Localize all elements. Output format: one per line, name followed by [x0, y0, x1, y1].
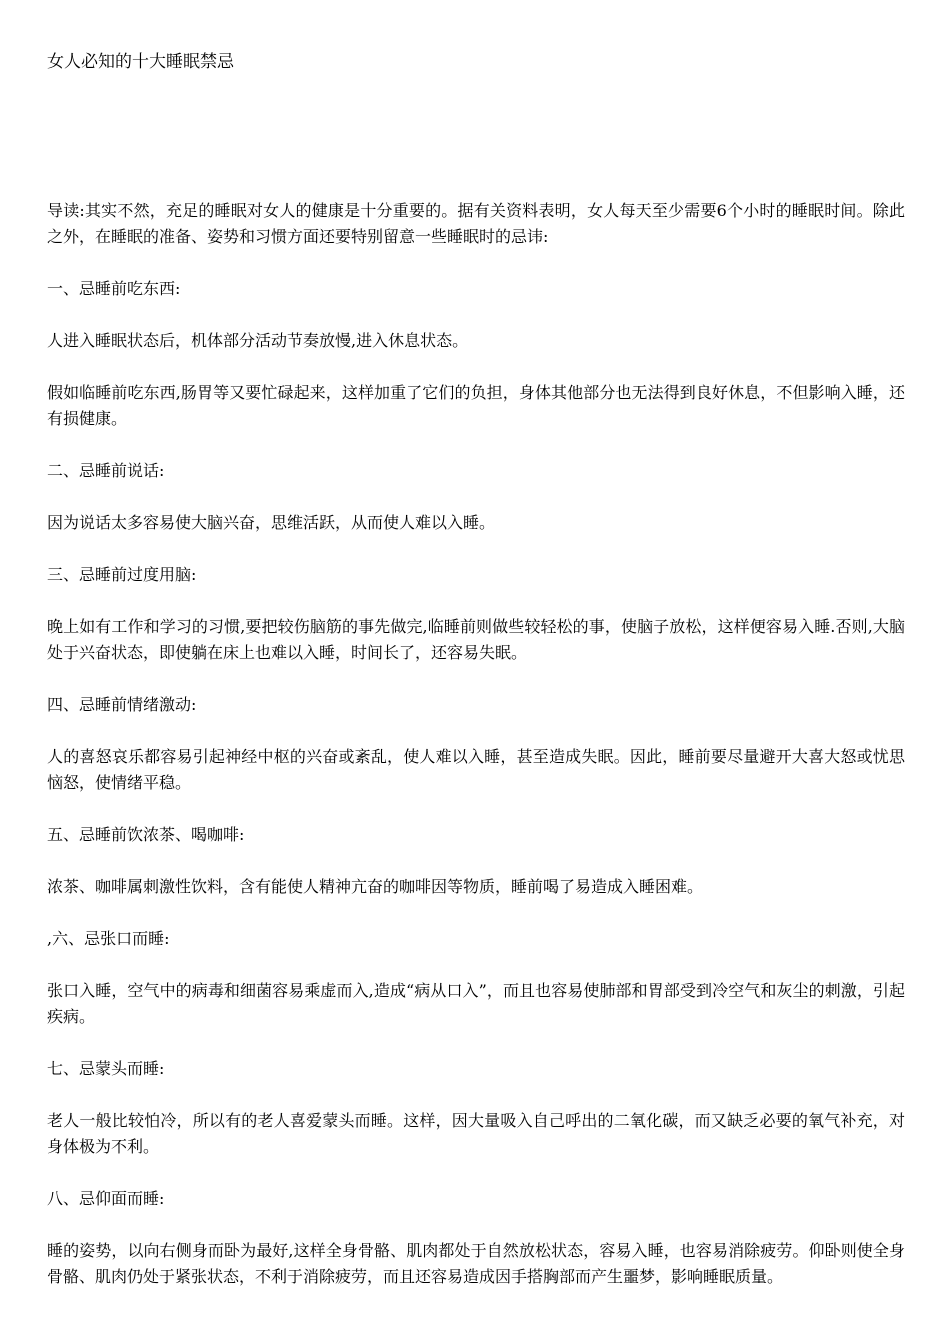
document-body	[47, 198, 905, 1316]
paragraph: 浓茶、咖啡属刺激性饮料，含有能使人精神亢奋的咖啡因等物质，睡前喝了易造成入睡困难。	[47, 877, 704, 896]
paragraph: 人的喜怒哀乐都容易引起神经中枢的兴奋或紊乱，使人难以入睡，甚至造成失眠。因此，睡前要尽量避开大喜大怒或忧思恼怒，使情绪平稳。	[47, 747, 905, 792]
section-heading-5: 五、忌睡前饮浓茶、喝咖啡:	[47, 825, 245, 844]
section-heading-4: 四、忌睡前情绪激动:	[47, 695, 197, 714]
section-heading-8: 八、忌仰面而睡:	[47, 1189, 165, 1208]
paragraph: 张口入睡，空气中的病毒和细菌容易乘虚而入,造成“病从口入”，而且也容易使肺部和胃部受到冷空气和灰尘的刺激，引起疾病。	[47, 981, 905, 1026]
section-heading-1: 一、忌睡前吃东西:	[47, 279, 181, 298]
paragraph: 睡的姿势，以向右侧身而卧为最好,这样全身骨骼、肌肉都处于自然放松状态，容易入睡，也容易消除疲劳。仰卧则使全身骨骼、肌肉仍处于紧张状态，不利于消除疲劳，而且还容易造成因手搭胸部而产生噩梦，影响睡眠质量。	[47, 1241, 905, 1286]
section-heading-3: 三、忌睡前过度用脑:	[47, 565, 197, 584]
section-heading-2: 二、忌睡前说话:	[47, 461, 165, 480]
paragraph: 老人一般比较怕冷，所以有的老人喜爱蒙头而睡。这样，因大量吸入自己呼出的二氧化碳，而又缺乏必要的氧气补充，对身体极为不利。	[47, 1111, 905, 1156]
section-heading-6: ,六、忌张口而睡:	[47, 929, 170, 948]
paragraph: 人进入睡眠状态后，机体部分活动节奏放慢,进入休息状态。	[47, 331, 469, 350]
section-heading-7: 七、忌蒙头而睡:	[47, 1059, 165, 1078]
document-title: 女人必知的十大睡眠禁忌	[47, 52, 234, 72]
paragraph: 假如临睡前吃东西,肠胃等又要忙碌起来，这样加重了它们的负担，身体其他部分也无法得到良好休息，不但影响入睡，还有损健康。	[47, 383, 905, 428]
paragraph-intro: 导读:其实不然，充足的睡眠对女人的健康是十分重要的。据有关资料表明，女人每天至少需要6个小时的睡眠时间。除此之外，在睡眠的准备、姿势和习惯方面还要特别留意一些睡眠时的忌讳:	[47, 201, 905, 246]
paragraph: 晚上如有工作和学习的习惯,要把较伤脑筋的事先做完,临睡前则做些较轻松的事，使脑子放松，这样便容易入睡.否则,大脑处于兴奋状态，即使躺在床上也难以入睡，时间长了，还容易失眠。	[47, 617, 905, 662]
paragraph: 因为说话太多容易使大脑兴奋，思维活跃，从而使人难以入睡。	[47, 513, 496, 532]
